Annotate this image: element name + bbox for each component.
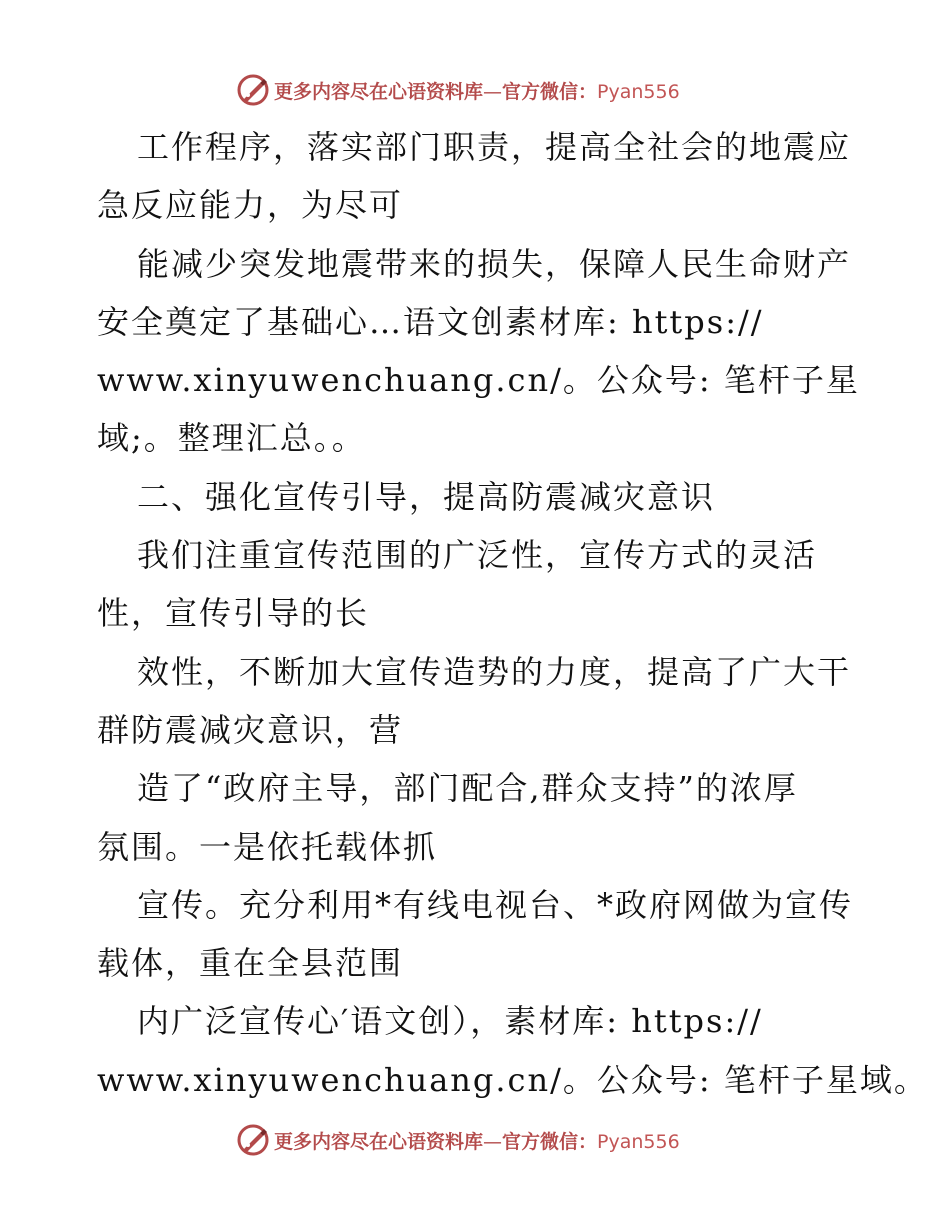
pen-logo-icon (236, 1123, 270, 1157)
watermark-wechat-id: Pyan556 (597, 80, 680, 103)
watermark-site-name: 更多内容尽在心语资料库 (274, 1130, 484, 1153)
text-line: 载体，重在全县范围 (97, 944, 404, 983)
text-line: 工作程序，落实部门职责，提高全社会的地震应 (137, 128, 852, 166)
watermark-wechat-id: Pyan556 (597, 1130, 680, 1153)
watermark-label: 官方微信： (502, 1130, 598, 1153)
watermark-separator: — (483, 1130, 503, 1153)
footer-watermark (236, 1122, 680, 1158)
header-watermark (236, 72, 680, 108)
document-body (97, 118, 928, 1109)
text-line: 效性，不断加大宣传造势的力度，提高了广大干 (137, 652, 852, 691)
text-line: 群防震减灾意识，营 (97, 710, 404, 749)
pen-logo-icon (236, 73, 270, 107)
text-line: 能减少突发地震带来的损失，保障人民生命财产 (137, 244, 852, 283)
text-line: 内广泛宣传心′语文创），素材库: https:// (137, 1002, 763, 1041)
text-line: 造了“政府主导，部门配合,群众支持”的浓厚 (137, 769, 798, 808)
text-line: 域;。整理汇总。。 (97, 419, 366, 458)
section-heading: 二、强化宣传引导，提高防震减灾意识 (137, 477, 716, 516)
text-line: 急反应能力，为尽可 (97, 186, 404, 225)
text-line: www.xinyuwenchuang.cn/。公众号: 笔杆子星域。 (97, 1060, 928, 1099)
text-line: 安全奠定了基础心…语文创素材库: https:// (97, 302, 764, 341)
text-line: 性，宣传引导的长 (97, 594, 370, 633)
watermark-site-name: 更多内容尽在心语资料库 (274, 80, 484, 103)
text-line: www.xinyuwenchuang.cn/。公众号: 笔杆子星 (97, 361, 860, 400)
text-line: 我们注重宣传范围的广泛性，宣传方式的灵活 (137, 536, 818, 575)
text-line: 宣传。充分利用*有线电视台、*政府网做为宣传 (137, 885, 854, 924)
text-line: 氛围。一是依托载体抓 (97, 827, 438, 866)
watermark-label: 官方微信： (502, 80, 598, 103)
watermark-separator: — (483, 80, 503, 103)
